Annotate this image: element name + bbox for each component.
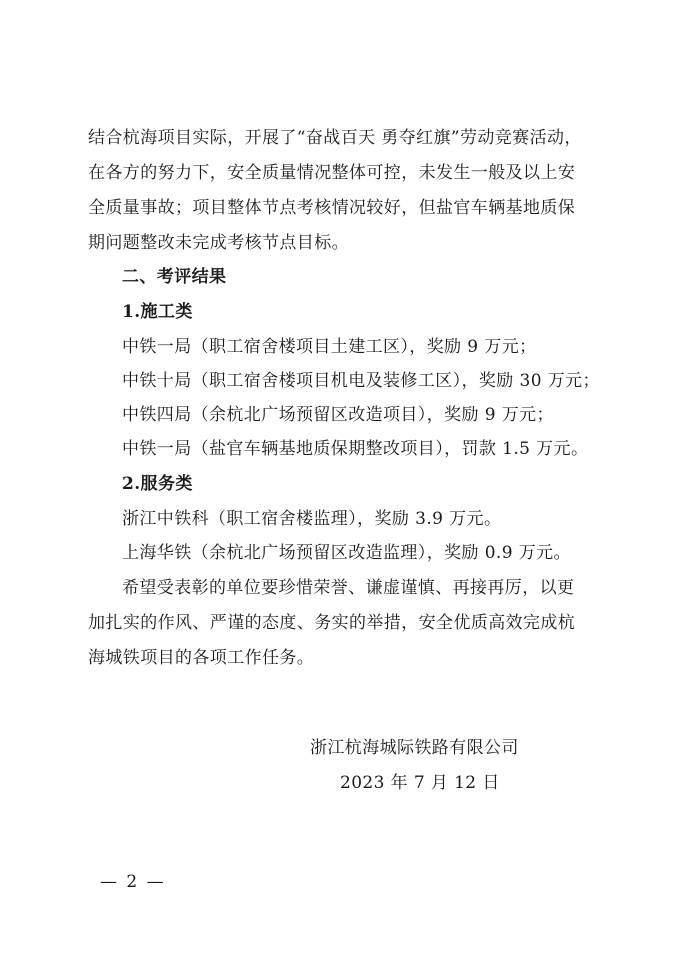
- closing-line-3: 海城铁项目的各项工作任务。: [88, 648, 315, 668]
- document-date: 2023 年 7 月 12 日: [340, 773, 500, 793]
- construction-item-2: 中铁十局（职工宿舍楼项目机电及装修工区），奖励 30 万元；: [122, 371, 600, 391]
- section-heading: 二、考评结果: [122, 267, 227, 287]
- service-heading: 2.服务类: [122, 474, 193, 494]
- page-number: — 2 —: [100, 872, 166, 892]
- construction-item-4: 中铁一局（盐官车辆基地质保期整改项目），罚款 1.5 万元。: [122, 439, 589, 459]
- intro-line-1: 结合杭海项目实际，开展了“奋战百天 勇夺红旗”劳动竞赛活动，: [88, 128, 582, 148]
- signature: 浙江杭海城际铁路有限公司: [310, 738, 519, 758]
- service-item-1: 浙江中铁科（职工宿舍楼监理），奖励 3.9 万元。: [122, 509, 502, 529]
- intro-line-3: 全质量事故；项目整体节点考核情况较好，但盐官车辆基地质保: [88, 198, 576, 218]
- closing-line-2: 加扎实的作风、严谨的态度、务实的举措，安全优质高效完成杭: [88, 613, 576, 633]
- construction-item-3: 中铁四局（余杭北广场预留区改造项目），奖励 9 万元；: [122, 405, 554, 425]
- intro-line-4: 期问题整改未完成考核节点目标。: [88, 233, 349, 253]
- intro-line-2: 在各方的努力下，安全质量情况整体可控，未发生一般及以上安: [88, 163, 576, 183]
- construction-heading: 1.施工类: [122, 302, 193, 322]
- closing-line-1: 希望受表彰的单位要珍惜荣誉、谦虚谨慎、再接再厉，以更: [122, 578, 575, 598]
- service-item-2: 上海华铁（余杭北广场预留区改造监理），奖励 0.9 万元。: [122, 543, 571, 563]
- construction-item-1: 中铁一局（职工宿舍楼项目土建工区），奖励 9 万元；: [122, 337, 537, 357]
